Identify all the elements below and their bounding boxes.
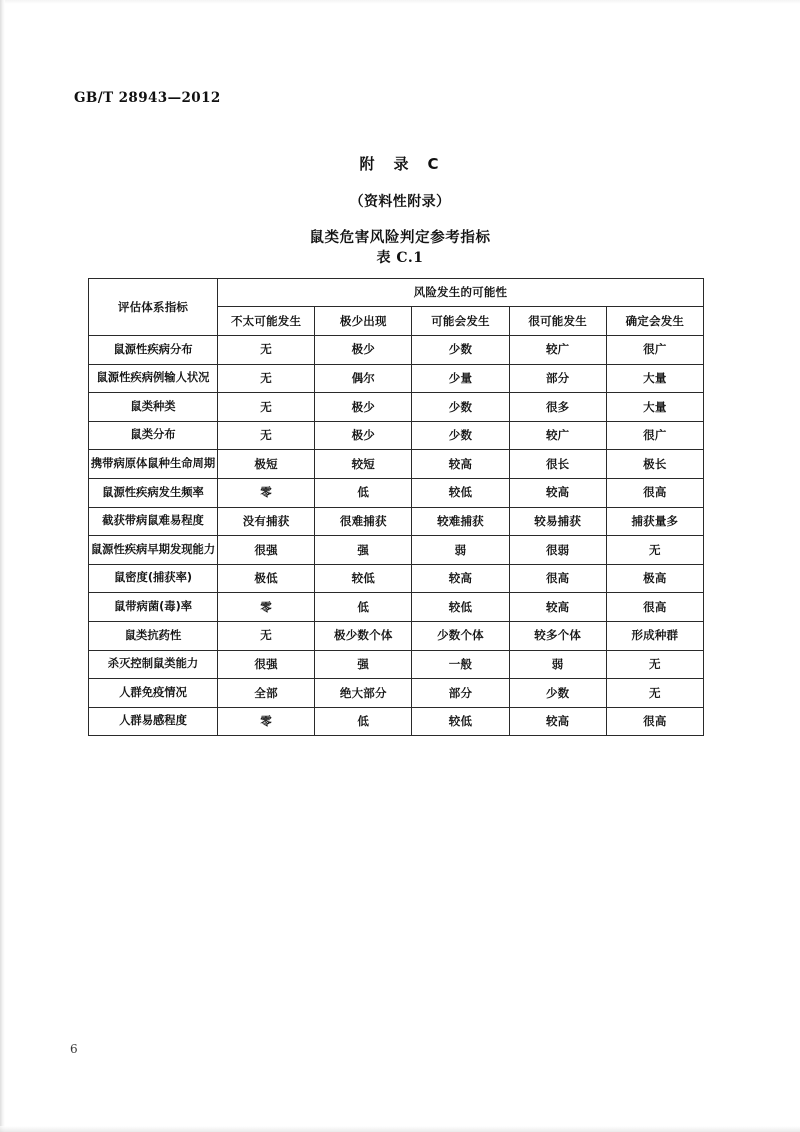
row-value: 很弱 [509, 536, 606, 565]
row-value: 全部 [218, 679, 315, 708]
row-indicator: 携带病原体鼠种生命周期 [89, 450, 218, 479]
row-value: 绝大部分 [315, 679, 412, 708]
row-value: 较高 [509, 707, 606, 736]
row-value: 偶尔 [315, 364, 412, 393]
row-value: 很强 [218, 650, 315, 679]
row-value: 一般 [412, 650, 509, 679]
row-value: 很高 [606, 707, 703, 736]
row-indicator: 截获带病鼠难易程度 [89, 507, 218, 536]
row-value: 极少 [315, 336, 412, 365]
row-value: 零 [218, 478, 315, 507]
table-row [89, 393, 704, 422]
page-number: 6 [70, 1042, 78, 1056]
row-value: 较易捕获 [509, 507, 606, 536]
column-header-indicator: 评估体系指标 [89, 279, 218, 336]
row-value: 很广 [606, 336, 703, 365]
table-row [89, 593, 704, 622]
row-value: 低 [315, 707, 412, 736]
table-row [89, 450, 704, 479]
row-value: 少数 [412, 393, 509, 422]
table-row [89, 478, 704, 507]
row-indicator: 人群易感程度 [89, 707, 218, 736]
row-value: 少数个体 [412, 621, 509, 650]
row-value: 很多 [509, 393, 606, 422]
row-value: 没有捕获 [218, 507, 315, 536]
row-value: 无 [606, 679, 703, 708]
row-value: 较低 [412, 593, 509, 622]
row-value: 较高 [412, 564, 509, 593]
scan-edge-top [0, 0, 800, 4]
row-indicator: 鼠源性疾病例输人状况 [89, 364, 218, 393]
row-value: 无 [218, 393, 315, 422]
table-header-row-group [89, 279, 704, 307]
annex-title: 附 录 C [359, 155, 441, 173]
row-value: 很高 [606, 593, 703, 622]
risk-indicator-table [88, 278, 704, 736]
row-value: 极低 [218, 564, 315, 593]
row-value: 较低 [412, 707, 509, 736]
row-value: 部分 [509, 364, 606, 393]
row-indicator: 鼠类分布 [89, 421, 218, 450]
row-indicator: 鼠类种类 [89, 393, 218, 422]
table-row [89, 364, 704, 393]
scan-edge-bottom [0, 1126, 800, 1132]
table-row [89, 621, 704, 650]
column-header-level-4: 很可能发生 [509, 307, 606, 336]
row-value: 弱 [509, 650, 606, 679]
row-value: 极高 [606, 564, 703, 593]
column-header-level-2: 极少出现 [315, 307, 412, 336]
row-value: 较高 [509, 593, 606, 622]
row-value: 很广 [606, 421, 703, 450]
annex-subject: 鼠类危害风险判定参考指标 [309, 230, 491, 246]
annex-heading-block [0, 153, 800, 247]
row-value: 少数 [509, 679, 606, 708]
row-indicator: 鼠密度(捕获率) [89, 564, 218, 593]
standard-number: GB/T 28943—2012 [74, 90, 221, 106]
row-value: 零 [218, 707, 315, 736]
row-value: 大量 [606, 393, 703, 422]
row-value: 极少 [315, 421, 412, 450]
table-caption: 表 C.1 [376, 250, 424, 266]
table-header [89, 279, 704, 336]
column-header-level-1: 不太可能发生 [218, 307, 315, 336]
row-value: 强 [315, 650, 412, 679]
column-header-level-3: 可能会发生 [412, 307, 509, 336]
row-indicator: 鼠类抗药性 [89, 621, 218, 650]
row-value: 较短 [315, 450, 412, 479]
row-value: 大量 [606, 364, 703, 393]
row-value: 很难捕获 [315, 507, 412, 536]
table-row [89, 707, 704, 736]
row-value: 较高 [412, 450, 509, 479]
row-value: 部分 [412, 679, 509, 708]
row-indicator: 鼠源性疾病发生频率 [89, 478, 218, 507]
row-value: 较难捕获 [412, 507, 509, 536]
row-indicator: 鼠源性疾病分布 [89, 336, 218, 365]
row-value: 无 [218, 421, 315, 450]
row-value: 弱 [412, 536, 509, 565]
row-indicator: 鼠带病菌(毒)率 [89, 593, 218, 622]
row-value: 无 [218, 364, 315, 393]
row-indicator: 人群免疫情况 [89, 679, 218, 708]
row-value: 低 [315, 478, 412, 507]
row-value: 较广 [509, 336, 606, 365]
row-value: 较多个体 [509, 621, 606, 650]
row-value: 极短 [218, 450, 315, 479]
table-row [89, 536, 704, 565]
row-value: 无 [606, 650, 703, 679]
row-value: 低 [315, 593, 412, 622]
column-header-level-5: 确定会发生 [606, 307, 703, 336]
row-value: 零 [218, 593, 315, 622]
row-value: 极少 [315, 393, 412, 422]
row-value: 较高 [509, 478, 606, 507]
table-row [89, 421, 704, 450]
row-value: 无 [218, 621, 315, 650]
row-value: 形成种群 [606, 621, 703, 650]
row-value: 少数 [412, 421, 509, 450]
row-value: 较低 [315, 564, 412, 593]
row-value: 少数 [412, 336, 509, 365]
annex-kind: （资料性附录） [349, 194, 451, 210]
table-row [89, 336, 704, 365]
row-value: 很长 [509, 450, 606, 479]
row-value: 捕获量多 [606, 507, 703, 536]
row-indicator: 鼠源性疾病早期发现能力 [89, 536, 218, 565]
row-value: 少量 [412, 364, 509, 393]
table-row [89, 507, 704, 536]
table-row [89, 679, 704, 708]
row-indicator: 杀灭控制鼠类能力 [89, 650, 218, 679]
row-value: 强 [315, 536, 412, 565]
row-value: 无 [606, 536, 703, 565]
row-value: 较广 [509, 421, 606, 450]
row-value: 极长 [606, 450, 703, 479]
row-value: 极少数个体 [315, 621, 412, 650]
row-value: 很高 [509, 564, 606, 593]
column-header-group-likelihood: 风险发生的可能性 [218, 279, 704, 307]
row-value: 无 [218, 336, 315, 365]
row-value: 很强 [218, 536, 315, 565]
row-value: 很高 [606, 478, 703, 507]
table-row [89, 650, 704, 679]
row-value: 较低 [412, 478, 509, 507]
table-body [89, 336, 704, 736]
table-row [89, 564, 704, 593]
